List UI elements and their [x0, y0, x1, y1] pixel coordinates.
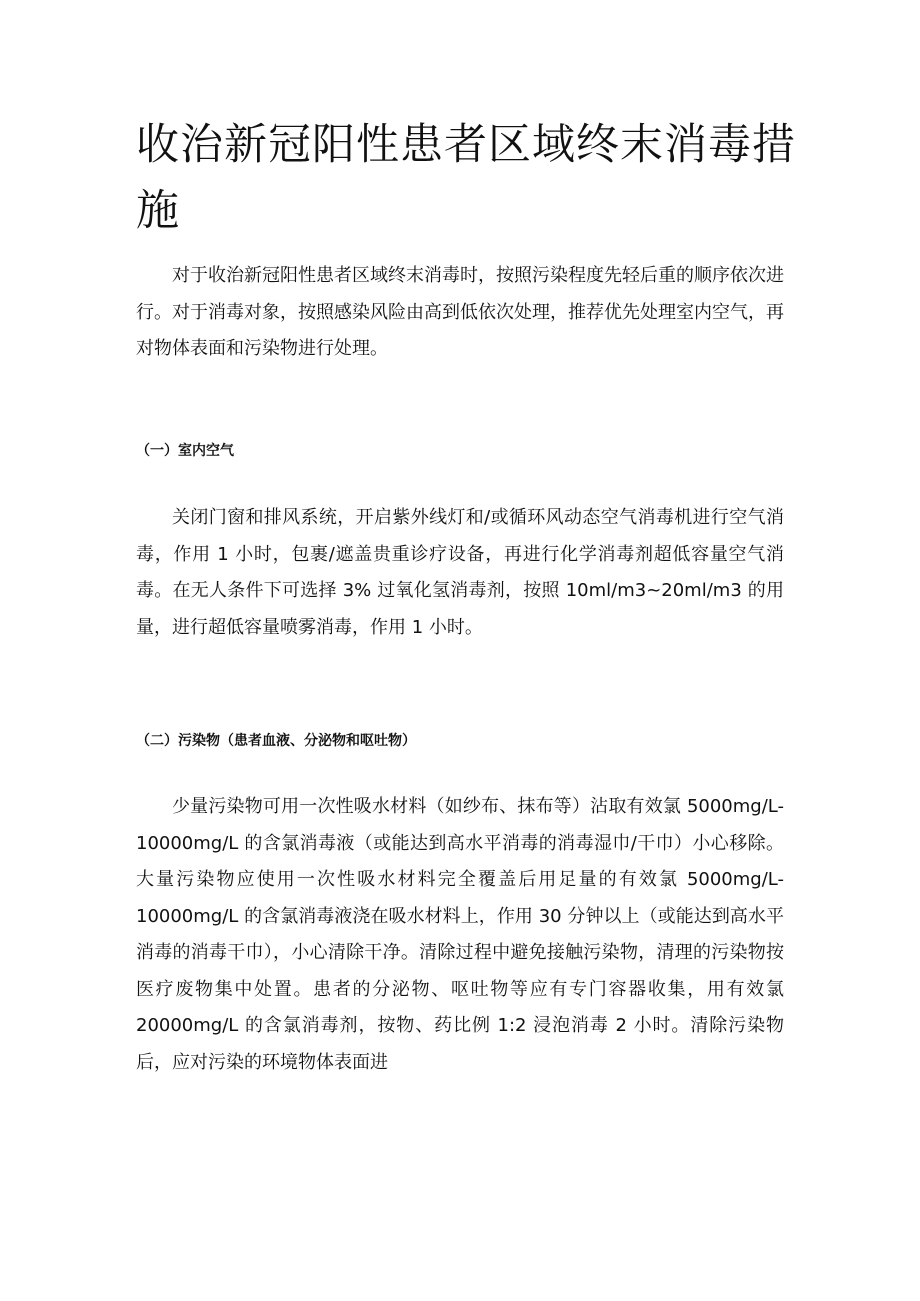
section-body-indoor-air: 关闭门窗和排风系统，开启紫外线灯和/或循环风动态空气消毒机进行空气消毒，作用 1 小时，包裹/遮盖贵重诊疗设备，再进行化学消毒剂超低容量空气消毒。在无人条件下可选择 3% 过氧化氢消毒剂，按照 10ml/m3~20ml/m3 的用量，进行超低容量喷雾消毒，作用 1 小时。 — [136, 507, 784, 638]
section-heading-indoor-air: （一）室内空气 — [136, 443, 234, 459]
section-heading-contaminants: （二）污染物（患者血液、分泌物和呕吐物） — [136, 733, 416, 749]
document-title: 收治新冠阳性患者区域终末消毒措施 — [136, 120, 796, 236]
intro-paragraph: 对于收治新冠阳性患者区域终末消毒时，按照污染程度先轻后重的顺序依次进行。对于消毒对象，按照感染风险由高到低依次处理，推荐优先处理室内空气，再对物体表面和污染物进行处理。 — [136, 265, 784, 359]
section-body-contaminants: 少量污染物可用一次性吸水材料（如纱布、抹布等）沾取有效氯 5000mg/L-10000mg/L 的含氯消毒液（或能达到高水平消毒的消毒湿巾/干巾）小心移除。大量污染物应使用一次性吸水材料完全覆盖后用足量的有效氯 5000mg/L-10000mg/L 的含氯消毒液浇在吸水材料上，作用 30 分钟以上（或能达到高水平消毒的消毒干巾），小心清除干净。清除过程中避免接触污染物，清理的污染物按医疗废物集中处置。患者的分泌物、呕吐物等应有专门容器收集，用有效氯 20000mg/L 的含氯消毒剂，按物、药比例 1:2 浸泡消毒 2 小时。清除污染物后，应对污染的环境物体表面进 — [136, 796, 784, 1073]
